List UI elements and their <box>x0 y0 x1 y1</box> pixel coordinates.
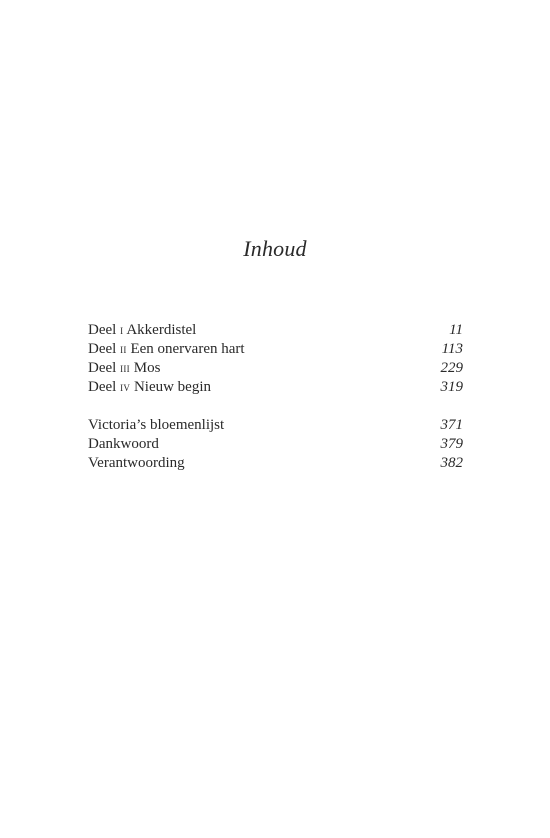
toc-entry-label <box>88 358 160 378</box>
toc-entry-label <box>88 377 211 397</box>
part-name: Mos <box>133 360 161 376</box>
part-prefix: Deel <box>88 322 117 338</box>
contents-heading: Inhoud <box>243 236 307 261</box>
toc-entry <box>88 320 463 339</box>
toc-entry-label <box>88 320 196 340</box>
toc-page-number: 11 <box>449 322 463 338</box>
toc-entry <box>88 454 463 473</box>
part-name: Een onervaren hart <box>130 341 245 357</box>
part-prefix: Deel <box>88 379 117 395</box>
part-prefix: Deel <box>88 360 117 376</box>
toc-parts-list <box>88 320 463 396</box>
toc-entry-label: Victoria’s bloemenlijst <box>88 417 225 433</box>
part-prefix: Deel <box>88 341 117 357</box>
toc-entry-label <box>88 339 245 359</box>
part-numeral: iii <box>120 360 130 375</box>
part-name: Nieuw begin <box>133 379 212 395</box>
toc-entry-label: Verantwoording <box>88 455 185 471</box>
toc-page-number: 382 <box>440 455 463 471</box>
part-numeral: ii <box>120 341 127 356</box>
toc-page-number: 113 <box>441 341 463 357</box>
part-numeral: iv <box>120 379 131 394</box>
toc-entry <box>88 358 463 377</box>
toc-entry <box>88 416 463 435</box>
part-numeral: i <box>120 322 124 337</box>
toc-entry <box>88 339 463 358</box>
toc-page-number: 319 <box>440 379 463 395</box>
toc-page-number: 379 <box>440 436 463 452</box>
toc-page-number: 229 <box>440 360 463 376</box>
toc-page-number: 371 <box>440 417 463 433</box>
toc-entry-label: Dankwoord <box>88 436 159 452</box>
toc-entry <box>88 377 463 396</box>
toc-extras-list <box>88 416 463 473</box>
toc-entry <box>88 435 463 454</box>
part-name: Akkerdistel <box>126 322 197 338</box>
